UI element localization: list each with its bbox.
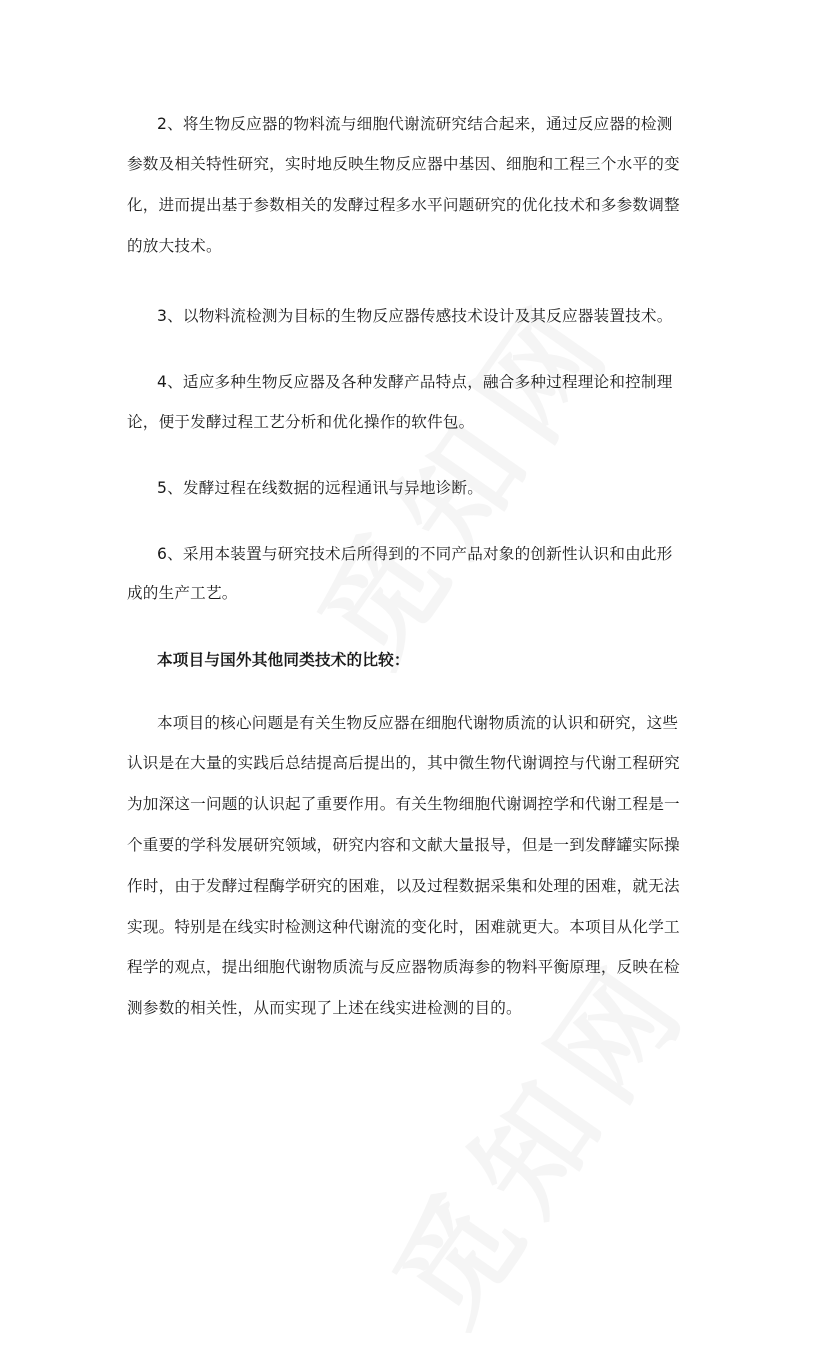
paragraph-line: 参数及相关特性研究，实时地反映生物反应器中基因、细胞和工程三个水平的变 <box>127 155 680 173</box>
paragraph-line: 个重要的学科发展研究领域，研究内容和文献大量报导，但是一到发酵罐实际操 <box>127 836 680 854</box>
paragraph-line: 为加深这一问题的认识起了重要作用。有关生物细胞代谢调控学和代谢工程是一 <box>127 795 680 813</box>
paragraph-line: 3、以物料流检测为目标的生物反应器传感技术设计及其反应器装置技术。 <box>157 307 673 325</box>
section-heading: 本项目与国外其他同类技术的比较： <box>157 651 410 669</box>
paragraph-line: 论，便于发酵过程工艺分析和优化操作的软件包。 <box>127 413 475 431</box>
paragraph-line: 6、采用本装置与研究技术后所得到的不同产品对象的创新性认识和由此形 <box>157 545 673 563</box>
paragraph-line: 作时，由于发酵过程酶学研究的困难，以及过程数据采集和处理的困难，就无法 <box>127 877 680 895</box>
paragraph-line: 化，进而提出基于参数相关的发酵过程多水平问题研究的优化技术和多参数调整 <box>127 196 680 214</box>
paragraph-line: 2、将生物反应器的物料流与细胞代谢流研究结合起来，通过反应器的检测 <box>157 115 673 133</box>
paragraph-line: 认识是在大量的实践后总结提高后提出的，其中微生物代谢调控与代谢工程研究 <box>127 754 680 772</box>
paragraph-line: 本项目的核心问题是有关生物反应器在细胞代谢物质流的认识和研究，这些 <box>157 714 679 732</box>
paragraph-line: 程学的观点，提出细胞代谢物质流与反应器物质海参的物料平衡原理，反映在检 <box>127 958 680 976</box>
paragraph-line: 4、适应多种生物反应器及各种发酵产品特点，融合多种过程理论和控制理 <box>157 373 673 391</box>
paragraph-line: 实现。特别是在线实时检测这种代谢流的变化时，困难就更大。本项目从化学工 <box>127 918 680 936</box>
paragraph-line: 的放大技术。 <box>127 237 222 255</box>
watermark <box>347 919 720 1351</box>
paragraph-line: 测参数的相关性，从而实现了上述在线实进检测的目的。 <box>127 999 522 1017</box>
paragraph-line: 成的生产工艺。 <box>127 584 238 602</box>
paragraph-line: 5、发酵过程在线数据的远程通讯与异地诊断。 <box>157 479 483 497</box>
